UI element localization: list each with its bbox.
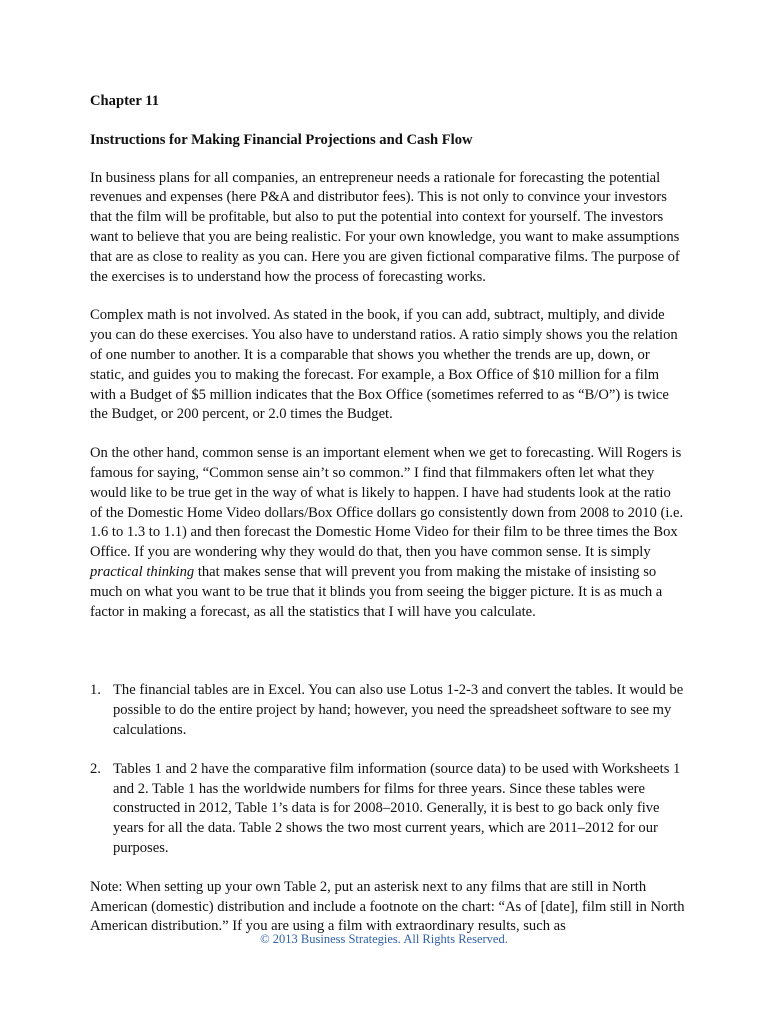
emphasis-text: practical thinking [90, 563, 195, 580]
paragraph-text: that makes sense that will prevent you from making the mistake of insisting so much on what you want to be true that it blinds you from seeing the bigger picture. It is as much a factor in making a forecast, as all the statistics that I will have you calculate. [90, 563, 663, 620]
instruction-list [90, 681, 686, 858]
list-item [90, 681, 686, 740]
paragraph-text: On the other hand, common sense is an important element when we get to forecasting. Will Rogers is famous for saying, “Common sense ain’t so common.” I find that filmmakers often let what they would like to be true get in the way of what is likely to happen. I have had students look at the ratio of the Domestic Home Video dollars/Box Office dollars go consistently down from 2008 to 2010 (i.e. 1.6 to 1.3 to 1.1) and then forecast the Domestic Home Video for their film to be three times the Box Office. If you are wondering why they would do that, then you have common sense. It is simply [90, 445, 684, 561]
list-item [90, 760, 686, 859]
list-item-number: 1. [90, 682, 101, 699]
paragraph-intro: In business plans for all companies, an entrepreneur needs a rationale for forecasting the potential revenues and expenses (here P&A and distributor fees). This is not only to convince your investors that the film will be profitable, but also to put the potential into context for yourself. The investors want to believe that you are being realistic. For your own knowledge, you want to make assumptions that are as close to reality as you can. Here you are given fictional comparative films. The purpose of the exercises is to understand how the process of forecasting works. [90, 169, 680, 285]
copyright-footer: © 2013 Business Strategies. All Rights Reserved. [260, 932, 508, 946]
list-item-number: 2. [90, 760, 101, 777]
spacer [90, 641, 686, 681]
list-item-text: The financial tables are in Excel. You can also use Lotus 1-2-3 and convert the tables. It would be possible to do the entire project by hand; however, you need the spreadsheet software to see my calculations. [113, 682, 684, 738]
paragraph-ratios: Complex math is not involved. As stated in the book, if you can add, subtract, multiply, and divide you can do these exercises. You also have to understand ratios. A ratio simply shows you the relation of one number to another. It is a comparable that shows you whether the trends are up, down, or static, and guides you to making the forecast. For example, a Box Office of $10 million for a film with a Budget of $5 million indicates that the Box Office (sometimes referred to as “B/O”) is twice the Budget, or 200 percent, or 2.0 times the Budget. [90, 307, 678, 423]
list-item-text: Tables 1 and 2 have the comparative film information (source data) to be used with Worksheets 1 and 2. Table 1 has the worldwide numbers for films for three years. Since these tables were constructed in 2012, Table 1’s data is for 2008–2010. Generally, it is best to go back only five years for all the data. Table 2 shows the two most current years, which are 2011–2012 for our purposes. [113, 760, 681, 856]
document-page [90, 92, 686, 956]
paragraph-note: Note: When setting up your own Table 2, put an asterisk next to any films that are still in North American (domestic) distribution and include a footnote on the chart: “As of [date], film still in North American distribution.” If you are using a film with extraordinary results, such as [90, 878, 685, 935]
chapter-heading: Chapter 11 [90, 93, 160, 109]
section-title: Instructions for Making Financial Projections and Cash Flow [90, 131, 473, 148]
paragraph-common-sense [90, 444, 686, 622]
